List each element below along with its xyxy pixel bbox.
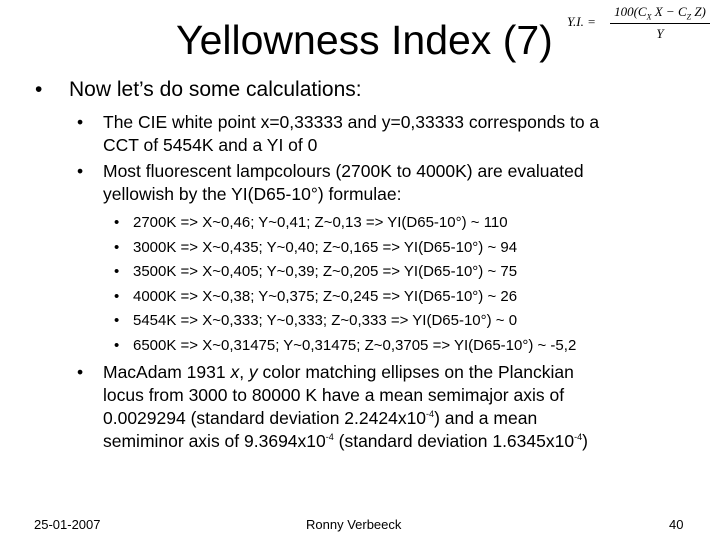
bullet-dot-icon: •: [77, 362, 84, 382]
bullet-dot-icon: •: [114, 263, 120, 280]
bullet-main: • Now let’s do some calculations:: [35, 78, 362, 101]
bullet-dot-icon: •: [77, 161, 84, 181]
bullet-dot-icon: •: [114, 287, 120, 305]
footer-author: Ronny Verbeeck: [306, 517, 402, 532]
lamp-value-item: • 2700K => X~0,46; Y~0,41; Z~0,13 => YI(D65-10°) ~ 110: [32, 211, 722, 236]
bullet-dot-icon: •: [35, 78, 43, 101]
lamp-value-item: • 3500K => X~0,405; Y~0,39; Z~0,205 => YI(D65-10°) ~ 75: [32, 260, 722, 285]
lamp-value-item: • 5454K => X~0,333; Y~0,333; Z~0,333 => YI(D65-10°) ~ 0: [32, 309, 722, 334]
fraction-bar: [610, 23, 710, 24]
page-number: 40: [669, 517, 684, 532]
bullet-dot-icon: •: [114, 336, 120, 354]
formula-lhs: Y.I. =: [567, 14, 596, 29]
formula-fraction: [610, 4, 710, 42]
bullet-dot-icon: •: [114, 214, 120, 231]
lamp-value-item: • 6500K => X~0,31475; Y~0,31475; Z~0,3705 => YI(D65-10°) ~ -5,2: [32, 334, 722, 359]
slide-body: [32, 76, 722, 453]
slide-title: Yellowness Index (7): [176, 17, 553, 63]
bullet-dot-icon: •: [77, 112, 84, 132]
formula-numerator: $100(C_X$ $X - C_Z$ Z): [614, 4, 706, 22]
lamp-value-item: • 4000K => X~0,38; Y~0,375; Z~0,245 => YI(D65-10°) ~ 26: [32, 285, 722, 310]
lamp-value-item: • 3000K => X~0,435; Y~0,40; Z~0,165 => YI(D65-10°) ~ 94: [32, 236, 722, 261]
bullet-whitepoint: • The CIE white point x=0,33333 and y=0,33333 corresponds to a CCT of 5454K and a YI of 0: [77, 112, 600, 155]
bullet-dot-icon: •: [114, 238, 120, 256]
formula-denominator: Y: [656, 25, 664, 41]
bullet-fluorescent: • Most fluorescent lampcolours (2700K to 4000K) are evaluated yellowish by the YI(D65-10°) formulae:: [77, 161, 584, 204]
footer-date: 25-01-2007: [34, 517, 101, 532]
yellowness-index-formula: [567, 4, 717, 48]
bullet-dot-icon: •: [114, 312, 120, 329]
bullet-macadam: • MacAdam 1931 x, y color matching ellipses on the Planckian locus from 3000 to 80000 K have a mean semimajor axis of 0.0029294 (standard deviation $2.2424x10^{-4}$) and a mean semiminor axis of $9.3694x10^{-4}$ (standard deviation $1.6345x10^{-4}$): [77, 362, 588, 451]
